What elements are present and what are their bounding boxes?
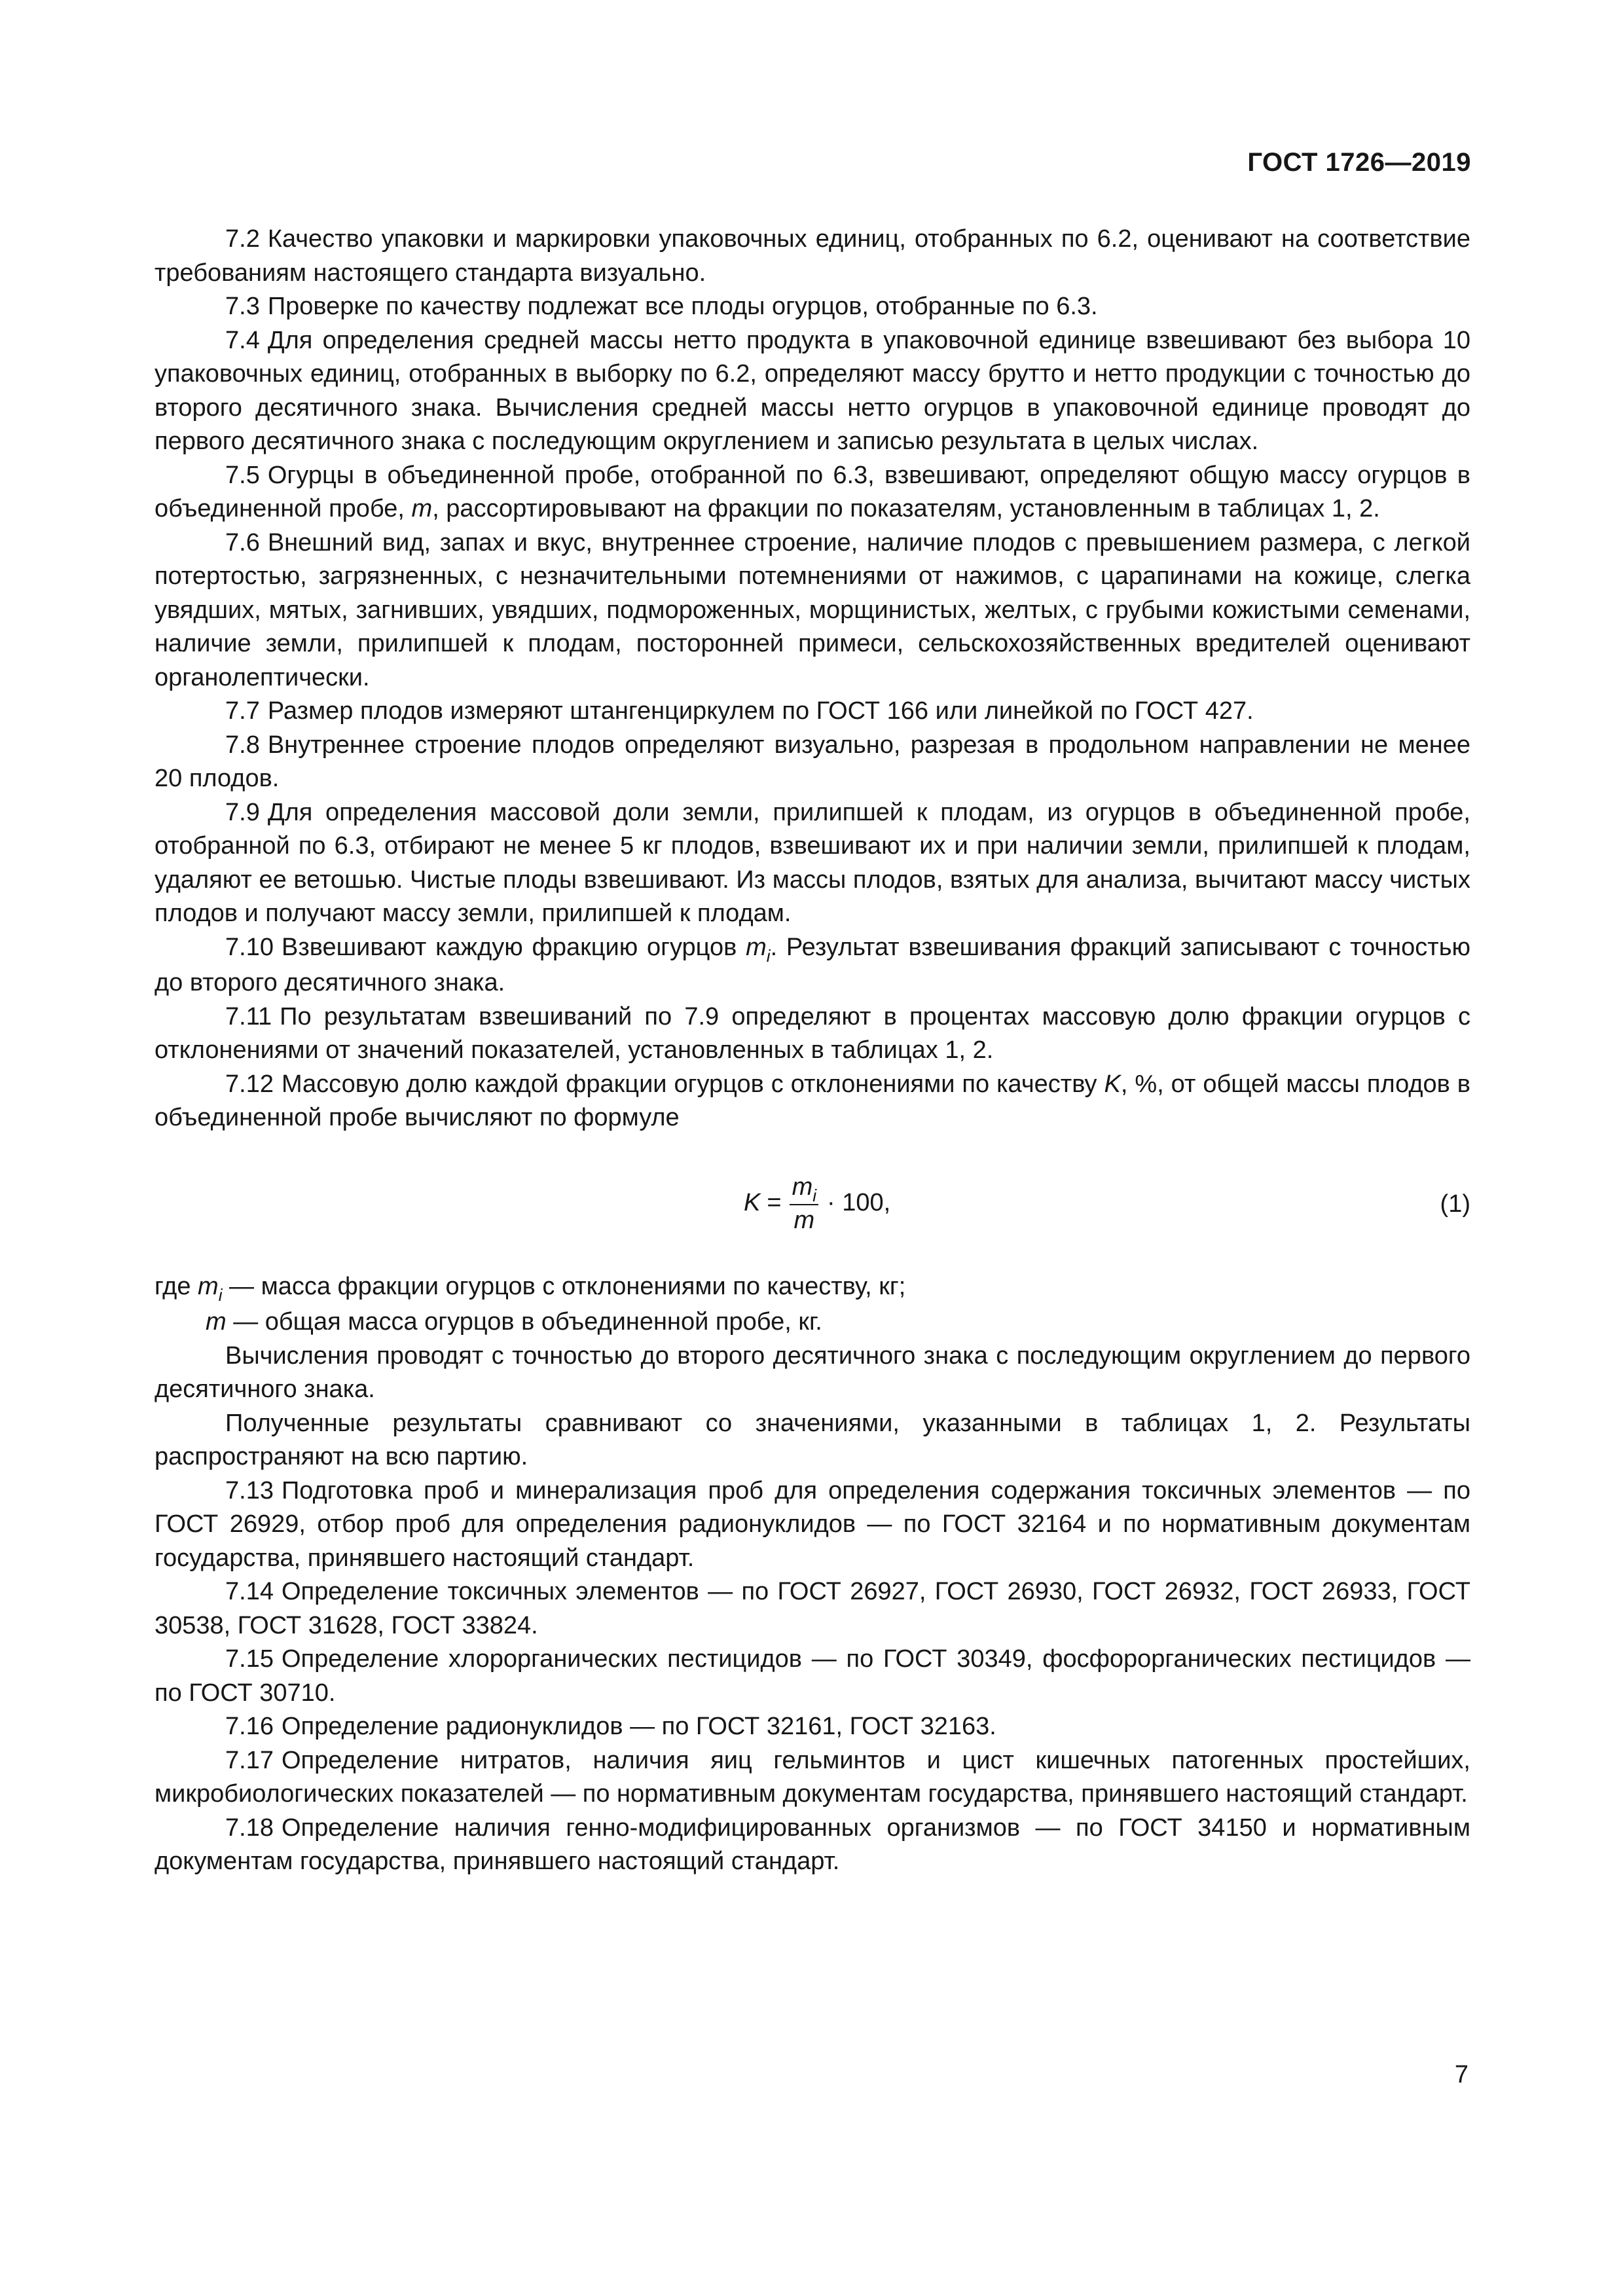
where-text: — общая масса огурцов в объединенной пробе, кг. [233, 1308, 822, 1336]
formula-number: (1) [1440, 1190, 1470, 1218]
paragraph-7-7 [155, 695, 1470, 729]
clause-text: Внешний вид, запах и вкус, внутреннее строение, наличие плодов с превышением размера, с легкой потертостью, загрязненных, с незначительными потемнениями от нажимов, с царапинами на кожице, слегка увядших, мятых, загнивших, увядших, подмороженных, морщинистых, желтых, с грубыми кожистыми семенами, наличие земли, прилипшей к плодам, посторонней примеси, сельскохозяйственных вредителей оценивают органолептически. [155, 528, 1470, 691]
clause-text: , рассортировывают на фракции по показателям, установленным в таблицах 1, 2. [432, 495, 1380, 522]
paragraph-7-17 [155, 1744, 1470, 1812]
paragraph-7-12 [155, 1068, 1470, 1135]
denominator-var: m [793, 1206, 815, 1234]
clause-text: Определение хлорорганических пестицидов — по ГОСТ 30349, фосфорорганических пестицидов — по ГОСТ 30710. [155, 1645, 1470, 1707]
paragraph-7-14 [155, 1575, 1470, 1643]
where-line-1 [155, 1270, 1470, 1306]
clause-number: 7.10 [225, 933, 274, 961]
clause-number: 7.16 [225, 1713, 274, 1740]
clause-number: 7.13 [225, 1476, 274, 1504]
paragraph-7-16 [155, 1710, 1470, 1744]
clause-text: Качество упаковки и маркировки упаковочных единиц, отобранных по 6.2, оценивают на соответствие требованиям настоящего стандарта визуально. [155, 225, 1470, 287]
formula-lhs: K [744, 1189, 761, 1217]
paragraph-after-formula-1 [155, 1339, 1470, 1407]
paragraph-7-10 [155, 931, 1470, 1000]
clause-number: 7.9 [225, 798, 260, 826]
clause-text: Подготовка проб и минерализация проб для определения содержания токсичных элементов — по ГОСТ 26929, отбор проб для определения радионуклидов — по ГОСТ 32164 и по нормативным документам государства, принявшего настоящий стандарт. [155, 1476, 1470, 1572]
clause-text: Взвешивают каждую фракцию огурцов [281, 933, 737, 961]
clause-text: Внутреннее строение плодов определяют визуально, разрезая в продольном направлении не менее 20 плодов. [155, 731, 1470, 792]
paragraph-7-15 [155, 1643, 1470, 1710]
numerator-subscript: i [812, 1185, 816, 1205]
clause-text: Определение нитратов, наличия яиц гельминтов и цист кишечных патогенных простейших, микробиологических показателей — по нормативным документам государства, принявшего настоящий стандарт. [155, 1746, 1470, 1808]
clause-text: Определение наличия генно-модифицированных организмов — по ГОСТ 34150 и нормативным документам государства, принявшего настоящий стандарт. [155, 1813, 1470, 1875]
paragraph-7-8 [155, 729, 1470, 796]
clause-text: Полученные результаты сравнивают со значениями, указанными в таблицах 1, 2. Результаты распространяют на всю партию. [155, 1409, 1470, 1470]
variable-m: m [411, 495, 433, 522]
where-text: — масса фракции огурцов с отклонениями по качеству, кг; [229, 1272, 906, 1300]
clause-text: . Результат взвешивания фракций записывают с точностью до второго десятичного знака. [155, 933, 1470, 996]
paragraph-7-18 [155, 1812, 1470, 1879]
formula-numerator [788, 1172, 820, 1204]
paragraph-7-9 [155, 796, 1470, 931]
formula-expression [744, 1172, 890, 1235]
subscript-i: i [218, 1285, 223, 1305]
clause-text: Массовую долю каждой фракции огурцов с отклонениями по качеству [281, 1070, 1097, 1098]
clause-number: 7.14 [225, 1578, 274, 1605]
clause-text: Определение радионуклидов — по ГОСТ 32161, ГОСТ 32163. [281, 1713, 996, 1740]
formula-factor: · 100, [827, 1189, 891, 1217]
paragraph-7-13 [155, 1474, 1470, 1576]
clause-text: , %, от общей массы плодов в объединенной пробе вычисляют по формуле [155, 1070, 1470, 1131]
subscript-i: i [766, 945, 771, 966]
clause-number: 7.4 [225, 326, 260, 354]
paragraph-7-11 [155, 1000, 1470, 1068]
where-prefix: где [155, 1272, 191, 1300]
clause-text: Вычисления проводят с точностью до второго десятичного знака с последующим округлением до первого десятичного знака. [155, 1341, 1470, 1403]
paragraph-7-2 [155, 223, 1470, 290]
variable-m: m [206, 1308, 227, 1336]
formula-1 [155, 1142, 1470, 1264]
paragraph-7-6 [155, 526, 1470, 695]
clause-number: 7.12 [225, 1070, 274, 1098]
page-number: 7 [1454, 2061, 1468, 2088]
paragraph-7-4 [155, 324, 1470, 459]
variable-k: K [1104, 1070, 1121, 1098]
clause-text: По результатам взвешиваний по 7.9 определяют в процентах массовую долю фракции огурцов с отклонениями от значений показателей, установленных в таблицах 1, 2. [155, 1002, 1470, 1064]
variable-m: m [746, 933, 767, 961]
numerator-var: m [792, 1173, 813, 1201]
clause-text: Огурцы в объединенной пробе, отобранной по 6.3, взвешивают, определяют общую массу огурцов в объединенной пробе, [155, 461, 1470, 522]
clause-number: 7.3 [225, 293, 260, 320]
formula-denominator [790, 1204, 818, 1235]
clause-number: 7.7 [225, 697, 260, 725]
clause-number: 7.5 [225, 461, 260, 489]
clause-text: Проверке по качеству подлежат все плоды огурцов, отобранные по 6.3. [267, 293, 1098, 320]
formula-equals: = [767, 1189, 782, 1217]
clause-text: Размер плодов измеряют штангенциркулем по ГОСТ 166 или линейкой по ГОСТ 427. [267, 697, 1254, 725]
document-body [155, 223, 1470, 1879]
clause-number: 7.8 [225, 731, 260, 759]
clause-number: 7.6 [225, 528, 260, 556]
clause-number: 7.15 [225, 1645, 274, 1673]
clause-number: 7.11 [225, 1002, 272, 1030]
paragraph-after-formula-2 [155, 1407, 1470, 1474]
clause-number: 7.2 [225, 225, 260, 253]
paragraph-7-5 [155, 459, 1470, 526]
document-header: ГОСТ 1726—2019 [1247, 148, 1471, 177]
clause-text: Определение токсичных элементов — по ГОСТ 26927, ГОСТ 26930, ГОСТ 26932, ГОСТ 26933, ГОСТ 30538, ГОСТ 31628, ГОСТ 33824. [155, 1578, 1470, 1639]
clause-text: Для определения массовой доли земли, прилипшей к плодам, из огурцов в объединенной пробе, отобранной по 6.3, отбирают не менее 5 кг плодов, взвешивают их и при наличии земли, прилипшей к плодам, удаляют ее ветошью. Чистые плоды взвешивают. Из массы плодов, взятых для анализа, вычитают массу чистых плодов и получают массу земли, прилипшей к плодам. [155, 798, 1470, 927]
where-line-2 [155, 1305, 1470, 1339]
clause-number: 7.17 [225, 1746, 274, 1774]
paragraph-7-3 [155, 290, 1470, 324]
formula-fraction [788, 1172, 820, 1235]
variable-m: m [198, 1272, 219, 1300]
clause-text: Для определения средней массы нетто продукта в упаковочной единице взвешивают без выбора 10 упаковочных единиц, отобранных в выборку по 6.2, определяют массу брутто и нетто продукции с точностью до второго десятичного знака. Вычисления средней массы нетто огурцов в упаковочной единице проводят до первого десятичного знака с последующим округлением и записью результата в целых числах. [155, 326, 1470, 455]
clause-number: 7.18 [225, 1813, 274, 1842]
